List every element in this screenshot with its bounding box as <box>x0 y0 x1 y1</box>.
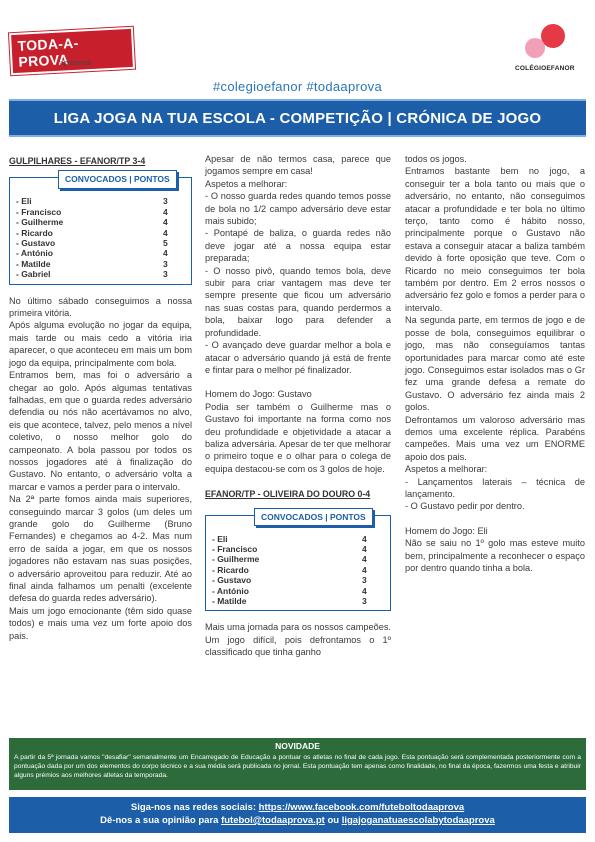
game1-paragraph: Mais um jogo emocionante (têm sido quase todos) e mais uma vez um forte apoio dos pais. <box>9 605 192 641</box>
game1-paragraph: Na 2ª parte fomos ainda mais superiores, conseguindo marcar 3 golos (um deles um grande golo do Guilherme (Bruno Fernandes) e chegamos ao 4-2. Mas num erro de saída a jogar, em que os nossos jogadores não estavam nas suas posições, o adversário aproveitou para reduzir. Até ao final ainda falhamos um penalti (excelente defesa do guarda redes adversário). <box>9 494 192 604</box>
game1-paragraph: Aspetos a melhorar: <box>205 178 288 189</box>
column-1 <box>9 155 192 642</box>
footer-line-social <box>9 801 586 814</box>
novidade-title: NOVIDADE <box>275 741 320 751</box>
game1-convocados-header: CONVOCADOS | PONTOS <box>58 170 177 188</box>
footer <box>9 797 586 833</box>
toda-a-prova-logo <box>10 30 134 72</box>
player-row: - Francisco 4 <box>212 543 367 554</box>
game2-paragraph: Defrontamos um valoroso adversário mas demos uma excelente réplica. Parabéns campeões. Mais uma vez um ENORME apoio dos pais. <box>405 414 585 462</box>
game2-convocados-box <box>205 511 391 612</box>
game1-title: GULPILHARES - EFANOR/TP 3-4 <box>9 156 146 166</box>
page-title: LIGA JOGA NA TUA ESCOLA - COMPETIÇÃO | CRÓNICA DE JOGO <box>53 109 542 127</box>
game2-man-of-match: Homem do Jogo: Eli <box>405 525 488 536</box>
player-row: - Francisco 4 <box>16 206 168 217</box>
game1-paragraph: - O nosso pivô, quando temos bola, deve subir para criar vantagem mas deve ter sempre presente que ficou um adversário nas suas costas para, quando perdermos a bola, baixar logo para defender a profundidade. <box>205 265 391 338</box>
player-row: - Eli 4 <box>212 533 367 544</box>
title-banner <box>9 99 586 137</box>
player-row: - Gustavo 3 <box>212 575 367 586</box>
game2-paragraph: - Lançamentos laterais – técnica de lançamento. <box>405 476 585 499</box>
game1-paragraph: - O avançado deve guardar melhor a bola e atacar o adversário quando já está de frente e fintar para o melhor pé finalizador. <box>205 340 391 375</box>
logo-circle-pink <box>525 38 545 58</box>
game2-paragraph: Entramos bastante bem no jogo, a conseguir ter a bola tanto ou mais que o adversário, no entanto, não conseguimos atacar a profundidade e ter bola no último terço, tanto como é hábito nosso, principalmente porque o Gustavo não estava a conseguir atacar a baliza também devido à forte oposição que teve. Com o Ricardo no meio conseguimos ter bola também por dentro. Em 2 erros nossos o adversário fez golo e fomos a perder para o intervalo. <box>405 166 585 313</box>
player-row: - Gustavo 5 <box>16 238 168 249</box>
game1-paragraph: - Pontapé de baliza, o guarda redes não deve jogar até a nossa equipa estar preparada; <box>205 228 391 264</box>
toda-a-prova-badge: TODA-A-PROVA <box>9 27 135 75</box>
player-row: - António 4 <box>212 585 367 596</box>
player-row: - Matilde 3 <box>16 258 168 269</box>
player-row: - Gabriel 3 <box>16 269 168 280</box>
spacer <box>405 513 585 525</box>
game1-paragraph: Entramos bem, mas foi o adversário a chegar ao golo. Após algumas tentativas falhadas, em que o guarda redes adversário defendia ou nós não acertávamos no alvo, eis que acontece, talvez, pelo menos a nível coletivo, o nosso melhor golo do campeonato. A bola passou por todos os nossos jogadores até à finalização do Gustavo. No entanto, o adversário volta a marcar e vamos a perder para o intervalo. <box>9 370 192 492</box>
game2-paragraph: Na segunda parte, em termos de jogo e de posse de bola, conseguimos equilibrar o jogo, mas não conseguíamos tantas oportunidades para marcar como até este jogo. Conseguimos estar isolados mas o Gr fez uma grande defesa a remate do Gustavo. O adversário fez ainda mais 2 golos. <box>405 315 585 413</box>
email-link[interactable]: futebol@todaaprova.pt <box>221 815 325 826</box>
player-row: - Matilde 3 <box>212 596 367 606</box>
colegio-efanor-logo <box>513 24 583 74</box>
game2-title: EFANOR/TP - OLIVEIRA DO DOURO 0-4 <box>205 489 371 500</box>
colegio-efanor-text: COLÉGIOEFANOR <box>515 65 575 72</box>
game1-paragraph: - O nosso guarda redes quando temos posse de bola no 1/2 campo adversário deve estar mais subido; <box>205 191 391 227</box>
facebook-link[interactable]: https://www.facebook.com/futeboltodaaprova <box>258 802 465 813</box>
game2-paragraph: - O Gustavo pedir por dentro. <box>405 501 525 512</box>
column-3 <box>405 153 585 574</box>
footer-line-feedback <box>9 814 586 827</box>
hashtags: #colegioefanor #todaaprova <box>213 79 382 94</box>
column-2 <box>205 153 391 659</box>
player-row: - Eli 3 <box>16 196 168 207</box>
game1-paragraph: Podia ser também o Guilherme mas o Gustavo foi importante na forma como nos deu profundidade e objetividade a atacar a baliza adversária. Apesar de ter que melhorar o primeiro toque e o olhar para o colega de equipa destacou-se com os 3 golos de hoje. <box>205 401 391 474</box>
player-row: - Guilherme 4 <box>212 554 367 565</box>
player-row: - Ricardo 4 <box>16 227 168 238</box>
game1-paragraph: Apesar de não termos casa, parece que jogamos sempre em casa! <box>205 154 391 177</box>
game2-convocados-header: CONVOCADOS | PONTOS <box>254 508 373 526</box>
game2-paragraph: Não se saiu no 1º golo mas esteve muito bem, principalmente a reconhecer o espaço por dentro quando tinha a bola. <box>405 538 585 573</box>
novidade-text: A partir da 5ª jornada vamos "desafiar" semanalmente um Encarregado de Educação a pontuar os atletas no final de cada jogo. Esta pontuação será complementada posteriormente com a pontuação dada por um dos elementos do corpo técnico e a sua média será publicada no jornal. Esta pontuação tem apenas como finalidade, no final da época, fazermos uma festa e atribuir alguns prémios aos melhores atletas da temporada. <box>14 754 581 780</box>
player-row: - Ricardo 4 <box>212 564 367 575</box>
liga-link[interactable]: ligajoganatuaescolabytodaaprova <box>341 815 495 826</box>
footer-separator: ou <box>324 815 342 826</box>
footer-feedback-label: Dê-nos a sua opinião para <box>100 815 222 826</box>
logo-subtitle: apresenta <box>60 60 92 67</box>
player-row: - Guilherme 4 <box>16 217 168 228</box>
spacer <box>205 376 391 388</box>
game2-paragraph: Aspetos a melhorar: <box>405 464 488 475</box>
game1-paragraph: Após alguma evolução no jogar da equipa, mais tarde ou mais cedo a vitória iria aparecer, o que aconteceu em mais um bom jogo da equipa, principalmente com bola. <box>9 320 192 368</box>
footer-social-label: Siga-nos nas redes sociais: <box>130 802 259 813</box>
game1-convocados-box <box>9 174 192 284</box>
novidade-box <box>9 738 586 790</box>
game1-man-of-match: Homem do Jogo: Gustavo <box>205 389 312 400</box>
game2-paragraph: todos os jogos. <box>405 154 467 164</box>
game2-intro: Mais uma jornada para os nossos campeões. Um jogo difícil, pois defrontamos o 1º classificado que tinha ganho <box>205 622 391 658</box>
game1-paragraph: No último sábado conseguimos a nossa primeira vitória. <box>9 295 192 319</box>
player-row: - António 4 <box>16 248 168 259</box>
